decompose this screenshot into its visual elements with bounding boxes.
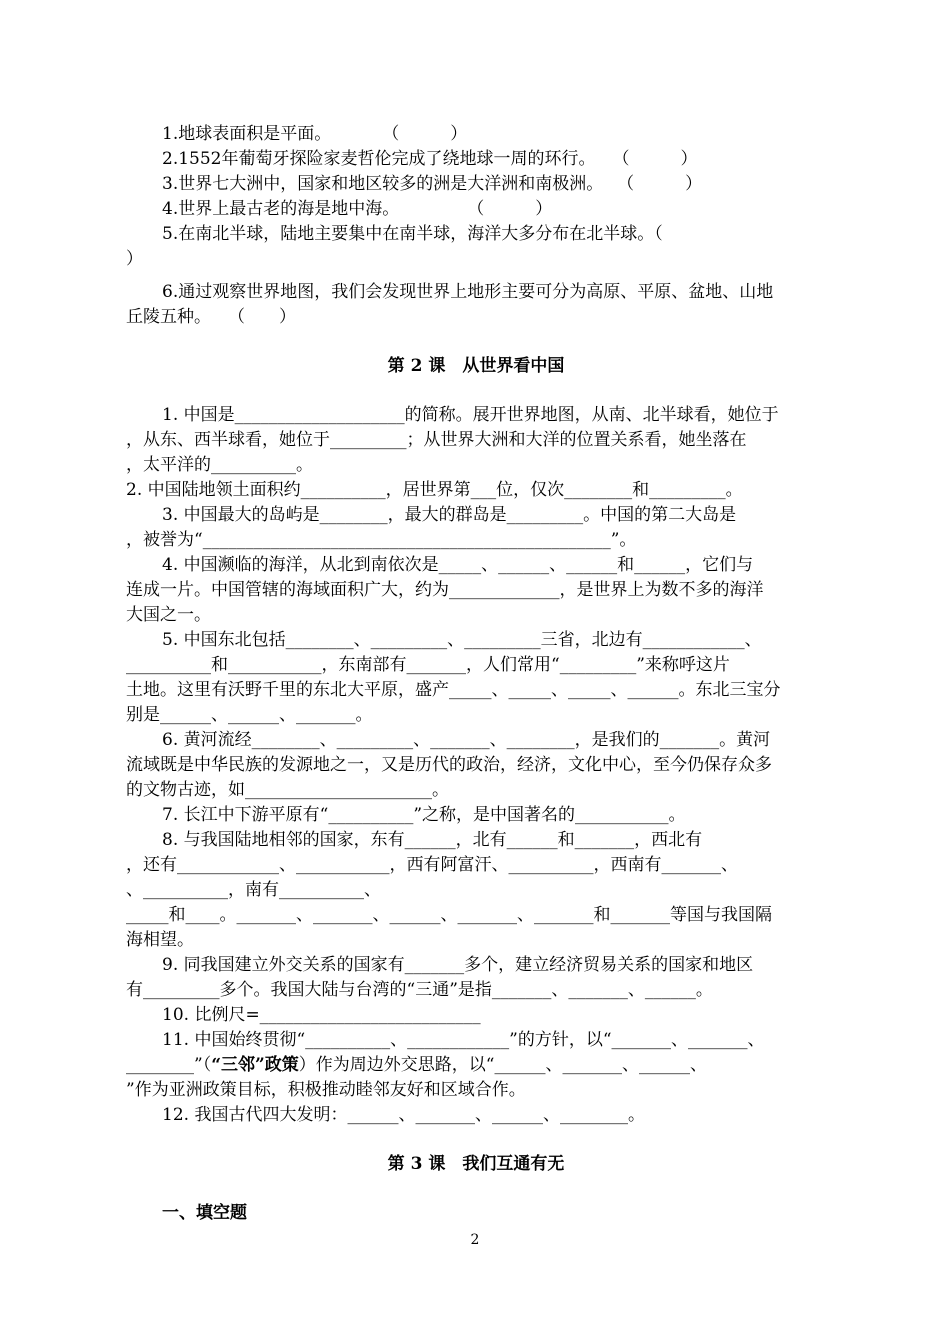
q11-line3: ”作为亚洲政策目标，积极推动睦邻友好和区域合作。 — [126, 1080, 526, 1100]
q11-line2-a: ________”（ — [126, 1055, 212, 1075]
q10-line1: 10. 比例尺=__________________________ — [162, 1005, 481, 1025]
page-number: 2 — [470, 1232, 480, 1248]
q1-line1: 1. 中国是____________________的简称。展开世界地图，从南、北半球看，她位于 — [162, 405, 779, 425]
q3-line2: ，被誉为“________________________________________________”。 — [126, 530, 637, 550]
sanlin-policy: “三邻”政策 — [211, 1055, 299, 1075]
q6-line3: 的文物古迹，如______________________。 — [126, 780, 449, 800]
q9-line1: 9. 同我国建立外交关系的国家有_______多个，建立经济贸易关系的国家和地区 — [162, 955, 754, 975]
section-fill-blank: 一、填空题 — [162, 1203, 247, 1223]
q7-line1: 7. 长江中下游平原有“__________”之称，是中国著名的___________。 — [162, 805, 686, 825]
q4-line2: 连成一片。中国管辖的海域面积广大，约为_____________，是世界上为数不多的海洋 — [126, 580, 764, 600]
q12-line1: 12. 我国古代四大发明：______、_______、______、________。 — [162, 1105, 645, 1125]
q1-line3: ，太平洋的__________。 — [126, 455, 313, 475]
q11-line2 — [126, 1053, 826, 1078]
q5-line1: 5. 中国东北包括________、_________、_________三省，北边有____________、 — [162, 630, 762, 650]
judge-q4: 4.世界上最古老的海是地中海。 （ ） — [162, 199, 553, 219]
judge-q3: 3.世界七大洲中，国家和地区较多的洲是大洋洲和南极洲。 （ ） — [162, 174, 703, 194]
lesson2-title: 第 2 课 从世界看中国 — [387, 356, 565, 376]
q4-line3: 大国之一。 — [126, 605, 211, 625]
judge-q5: 5.在南北半球，陆地主要集中在南半球，海洋大多分布在北半球。（ — [162, 224, 663, 244]
q4-line1: 4. 中国濒临的海洋，从北到南依次是_____、______、______和______，它们与 — [162, 555, 754, 575]
judge-q5-cont: ） — [126, 249, 143, 269]
judge-q6-cont: 丘陵五种。 （ ） — [126, 307, 296, 327]
judge-q1: 1.地球表面积是平面。 （ ） — [162, 124, 468, 144]
q9-line2: 有_________多个。我国大陆与台湾的“三通”是指_______、_______、______。 — [126, 980, 713, 1000]
q8-line2: ，还有____________、___________，西有阿富汗、__________，西南有_______、 — [126, 855, 738, 875]
lesson3-title: 第 3 课 我们互通有无 — [387, 1154, 565, 1174]
q8-line4: _____和____。_______、_______、______、_______、_______和_______等国与我国隔 — [126, 905, 772, 925]
page-content — [126, 122, 826, 1226]
lesson2-body — [126, 403, 826, 1128]
q8-line1: 8. 与我国陆地相邻的国家，东有______，北有______和_______，西北有 — [162, 830, 703, 850]
q5-line4: 别是______、______、_______。 — [126, 705, 373, 725]
q5-line2: __________和___________，东南部有_______，人们常用“_________”来称呼这片 — [126, 655, 730, 675]
q1-line2: ，从东、西半球看，她位于_________；从世界大洲和大洋的位置关系看，她坐落在 — [126, 430, 747, 450]
judge-q2: 2.1552年葡萄牙探险家麦哲伦完成了绕地球一周的环行。 （ ） — [162, 149, 698, 169]
q8-line5: 海相望。 — [126, 930, 194, 950]
q6-line2: 流域既是中华民族的发源地之一，又是历代的政治，经济，文化中心，至今仍保存众多 — [126, 755, 772, 775]
q6-line1: 6. 黄河流经________、_________、_______、________，是我们的_______。黄河 — [162, 730, 771, 750]
q8-line3: 、__________，南有__________、 — [126, 880, 381, 900]
q3-line1: 3. 中国最大的岛屿是________，最大的群岛是_________。中国的第二大岛是 — [162, 505, 737, 525]
q5-line3: 土地。这里有沃野千里的东北大平原，盛产_____、_____、_____、______。东北三宝分 — [126, 680, 781, 700]
q2-line1: 2. 中国陆地领土面积约__________，居世界第___位，仅次________和_________。 — [126, 480, 743, 500]
q11-line1: 11. 中国始终贯彻“__________、____________”的方针，以“_______、_______、 — [162, 1030, 765, 1050]
judge-q6: 6.通过观察世界地图，我们会发现世界上地形主要可分为高原、平原、盆地、山地 — [162, 282, 774, 302]
q11-line2-c: ）作为周边外交思路，以“______、_______、______、 — [298, 1055, 707, 1075]
